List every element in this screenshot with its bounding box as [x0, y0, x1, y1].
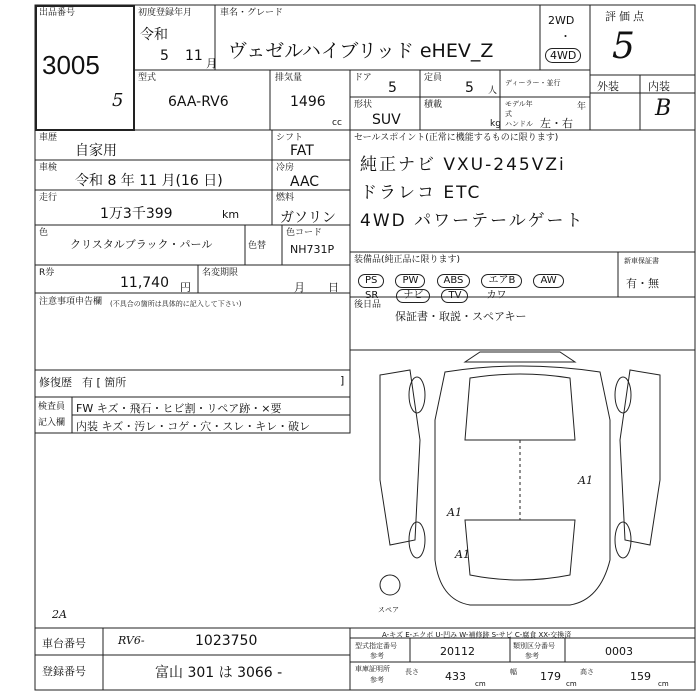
length-label: 長さ: [405, 668, 419, 676]
load-label: 積載: [424, 100, 443, 110]
warranty-value: 有・無: [626, 277, 659, 290]
displacement-unit: cc: [332, 118, 342, 128]
color-code-label: 色コード: [286, 228, 323, 238]
color-label: 色: [39, 228, 49, 238]
equip-leather: カワ: [486, 290, 507, 301]
history-label: 車歴: [39, 133, 58, 143]
sales-point-3: 4WD パワーテールゲート: [360, 211, 585, 231]
model-year-label: モデル年式: [505, 100, 533, 118]
inspector-label-2: 記入欄: [38, 418, 66, 428]
inspection-label: 車検: [39, 163, 58, 173]
shape-value: SUV: [372, 112, 401, 128]
lot-number: 3005: [42, 50, 100, 80]
capacity-label: 定員: [424, 73, 443, 83]
diagram-mark-right: A1: [578, 474, 593, 487]
equip-pw: PW: [395, 274, 425, 288]
dealer-label: ディーラー・並行: [505, 79, 561, 87]
fuel-label: 燃料: [276, 193, 295, 203]
chassis-prefix: RV6-: [118, 634, 145, 647]
equip-sr: SR: [365, 290, 379, 301]
recycle-unit: 円: [180, 281, 191, 294]
displacement-value: 1496: [290, 94, 326, 110]
sales-point-1: 純正ナビ VXU-245VZi: [360, 155, 566, 175]
first-reg-era: 令和: [140, 27, 168, 43]
chassis-label: 車台番号: [42, 637, 86, 650]
equipment-row-2: [358, 283, 520, 303]
exterior-label: 外装: [597, 80, 619, 93]
equip-abs: ABS: [437, 274, 471, 288]
sales-point-2: ドラレコ ETC: [360, 183, 482, 203]
doors-label: ドア: [354, 73, 372, 83]
color-code-value: NH731P: [290, 243, 335, 256]
equip-tv: TV: [441, 289, 468, 303]
first-reg-month-unit: 月: [206, 57, 217, 70]
repair-value: 有 [ 箇所: [82, 376, 127, 389]
height-label: 高さ: [580, 668, 594, 676]
category-label: 類別区分番号: [513, 642, 555, 650]
recycle-value: 11,740: [120, 275, 169, 291]
warranty-label: 新車保証書: [624, 257, 659, 265]
ac-value: AAC: [290, 174, 320, 190]
shift-label: シフト: [276, 133, 304, 143]
title-deadline-label: 名変期限: [202, 268, 239, 278]
cert-label: 型式指定番号: [355, 642, 397, 650]
inspector-row-1: FW キズ・飛石・ヒビ割・リペア跡・×要: [76, 402, 282, 415]
mileage-value: 1万3千399: [100, 206, 173, 222]
damage-legend: A-キズ E-エクボ U-凹み W-補修跡 S-サビ C-腐食 XX-交換済: [382, 631, 572, 639]
diagram-mark-left: A1: [447, 506, 462, 519]
drive-dot: ・: [560, 30, 571, 43]
length-unit: cm: [475, 680, 486, 688]
capacity-unit: 人: [488, 86, 498, 96]
capacity-value: 5: [465, 80, 474, 96]
chassis-number: 1023750: [195, 633, 258, 649]
grade-score: 5: [612, 26, 635, 67]
load-unit: kg: [490, 119, 501, 129]
shift-value: FAT: [290, 143, 314, 159]
handle-label: ハンドル: [505, 120, 533, 128]
plate-label: 登録番号: [42, 665, 86, 678]
dims-reg-label: 車庫証明所: [355, 665, 390, 673]
title-deadline-day: 日: [328, 281, 339, 294]
repair-close: ]: [340, 374, 345, 387]
category-value: 0003: [605, 645, 633, 658]
length-value: 433: [445, 670, 466, 683]
lot-handwritten-mark: 5: [112, 90, 124, 111]
history-value: 自家用: [75, 143, 117, 159]
width-unit: cm: [566, 680, 577, 688]
accessories-value: 保証書・取説・スペアキー: [395, 310, 527, 323]
model-year-unit: 年: [577, 102, 587, 112]
drive-2wd: 2WD: [548, 14, 575, 27]
type-value: 6AA-RV6: [168, 94, 229, 110]
type-label: 型式: [138, 73, 157, 83]
displacement-label: 排気量: [275, 73, 303, 83]
width-label: 幅: [510, 668, 517, 676]
inspector-row-2: 内装 キズ・汚レ・コゲ・穴・スレ・キレ・破レ: [76, 420, 311, 433]
repair-label: 修復歴: [39, 376, 72, 389]
category-ref: 参考: [525, 652, 539, 660]
equip-aw: AW: [533, 274, 563, 288]
color-change-label: 色替: [248, 241, 267, 251]
recycle-label: R券: [39, 268, 55, 278]
height-unit: cm: [658, 680, 669, 688]
mileage-unit: km: [222, 208, 240, 221]
first-reg-year: 5: [160, 48, 169, 64]
height-value: 159: [630, 670, 651, 683]
title-deadline-month: 月: [294, 281, 305, 294]
grade-label: 評価点: [605, 10, 647, 23]
width-value: 179: [540, 670, 561, 683]
accessories-label: 後日品: [354, 300, 382, 310]
first-reg-label: 初度登録年月: [138, 8, 193, 18]
equip-ps: PS: [358, 274, 384, 288]
model-label: 車名・グレード: [220, 8, 284, 18]
fuel-value: ガソリン: [280, 210, 336, 226]
spare-label: スペア: [378, 606, 399, 614]
shape-label: 形状: [354, 100, 373, 110]
notes-label: 注意事項申告欄: [39, 297, 103, 307]
interior-label: 内装: [648, 80, 670, 93]
cert-ref: 参考: [370, 652, 384, 660]
first-reg-month: 11: [185, 48, 203, 64]
model-name: ヴェゼルハイブリッド eHEV_Z: [228, 40, 494, 62]
inspector-label-1: 検査員: [38, 402, 66, 412]
color-value: クリスタルブラック・パール: [70, 238, 213, 251]
handwritten-note: 2A: [52, 608, 67, 621]
diagram-mark-lower: A1: [455, 548, 470, 561]
cert-value: 20112: [440, 645, 475, 658]
equip-airbag: エアB: [481, 274, 522, 288]
lot-label: 出品番号: [39, 8, 76, 18]
handle-value: 左・右: [540, 117, 573, 130]
equipment-label: 装備品(純正品に限ります): [354, 255, 461, 265]
equip-navi: ナビ: [396, 289, 430, 303]
ac-label: 冷房: [276, 163, 295, 173]
inspection-value: 令和 8 年 11 月(16 日): [75, 173, 223, 189]
dims-ref: 参考: [370, 676, 384, 684]
drive-4wd: 4WD: [545, 48, 581, 63]
plate-value: 富山 301 は 3066 -: [155, 665, 283, 681]
mileage-label: 走行: [39, 193, 58, 203]
doors-value: 5: [388, 80, 397, 96]
notes-sub: (不具合の箇所は具体的に記入して下さい): [110, 300, 242, 308]
interior-score: B: [655, 96, 672, 121]
sales-points-label: セールスポイント(正常に機能するものに限ります): [354, 133, 559, 143]
